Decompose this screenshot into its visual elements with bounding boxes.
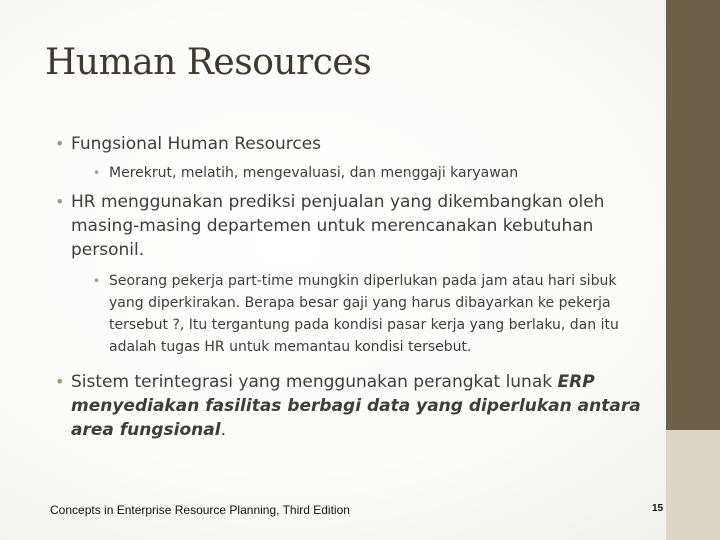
subbullet-part-time xyxy=(93,270,655,358)
bullet-text-plain: Sistem terintegrasi yang menggunakan perangkat lunak xyxy=(71,372,553,392)
bullet-text: Fungsional Human Resources xyxy=(71,134,322,154)
bullet-text-period: . xyxy=(220,420,226,440)
bullet-icon: • xyxy=(55,372,65,391)
slide-title: Human Resources xyxy=(45,42,372,83)
subbullet-merekrut xyxy=(93,162,655,184)
slide-footer: Concepts in Enterprise Resource Planning, Third Edition xyxy=(50,503,350,517)
bullet-icon: • xyxy=(55,192,65,211)
bullet-icon: • xyxy=(93,166,101,180)
sidebar-accent-light xyxy=(666,430,720,540)
bullet-prediksi-penjualan xyxy=(55,190,655,262)
bullet-icon: • xyxy=(55,134,65,153)
sidebar-accent-dark xyxy=(666,0,720,430)
bullet-text: HR menggunakan prediksi penjualan yang dikembangkan oleh masing-masing departemen untuk merencanakan kebutuhan personil. xyxy=(71,192,605,260)
bullet-sistem-terintegrasi xyxy=(55,370,655,442)
bullet-icon: • xyxy=(93,274,101,288)
page-number: 15 xyxy=(652,503,664,514)
bullet-text: Merekrut, melatih, mengevaluasi, dan menggaji karyawan xyxy=(109,165,519,181)
slide-content xyxy=(55,132,655,442)
bullet-text-emphasis: ERP menyediakan fasilitas berbagi data yang diperlukan antara area fungsional xyxy=(71,372,641,440)
bullet-text: Seorang pekerja part-time mungkin diperlukan pada jam atau hari sibuk yang diperkirakan. Berapa besar gaji yang harus dibayarkan ke pekerja tersebut ?, Itu tergantung pada kondisi pasar kerja yang berlaku, dan itu adalah tugas HR untuk memantau kondisi tersebut. xyxy=(109,273,619,355)
bullet-fungsional-hr xyxy=(55,132,655,156)
